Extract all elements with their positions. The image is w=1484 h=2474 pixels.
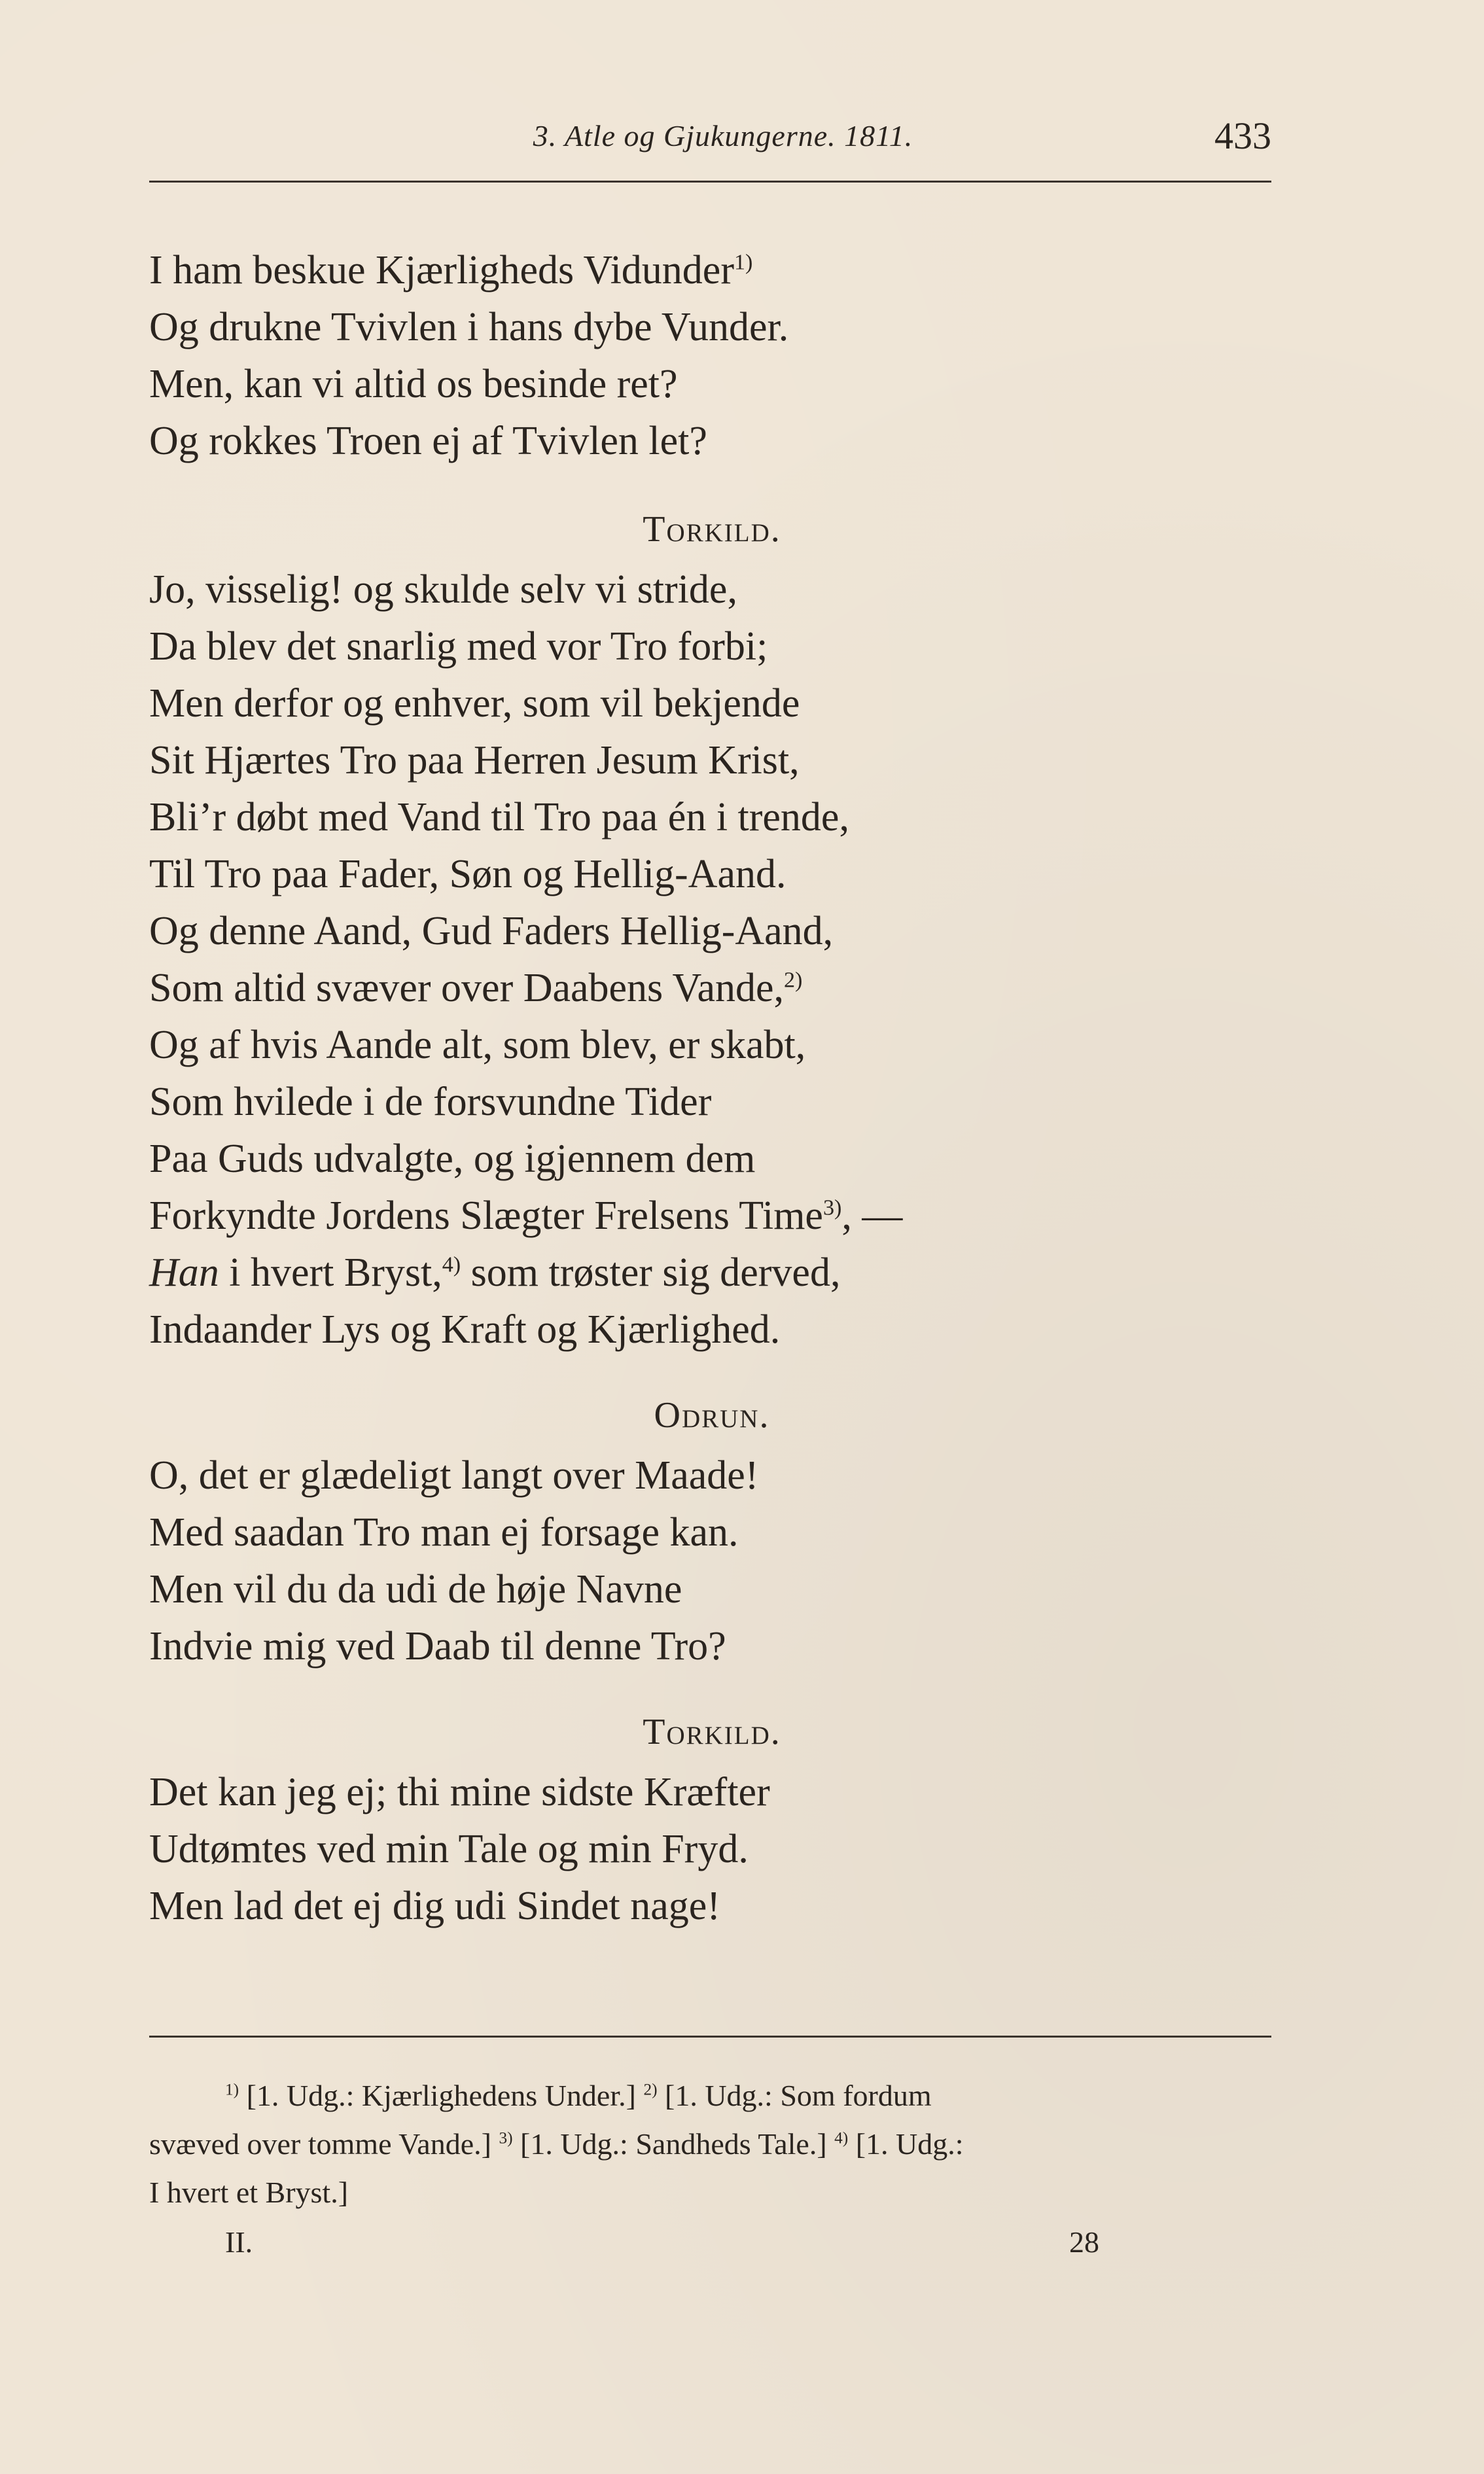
- verse-line: Men vil du da udi de høje Navne: [149, 1567, 682, 1612]
- page-header: [149, 116, 1271, 169]
- verse-line: I ham beskue Kjærligheds Vidunder$^{1)}$: [149, 248, 753, 292]
- verse-line: O, det er glædeligt langt over Maade!: [149, 1453, 759, 1498]
- volume-mark: II.: [225, 2225, 253, 2259]
- verse-line: Forkyndte Jordens Slægter Frelsens Time$^{3)}$, —: [149, 1193, 903, 1238]
- verse-line: Paa Guds udvalgte, og igjennem dem: [149, 1137, 756, 1181]
- verse-line: Men, kan vi altid os besinde ret?: [149, 362, 678, 406]
- verse-line: Sit Hjærtes Tro paa Herren Jesum Krist,: [149, 738, 800, 783]
- verse-line: Udtømtes ved min Tale og min Fryd.: [149, 1827, 749, 1871]
- speaker-torkild: Torkild.: [643, 1712, 781, 1752]
- verse-line: Men derfor og enhver, som vil bekjende: [149, 681, 800, 726]
- emphasis-han: Han: [149, 1250, 219, 1295]
- sheet-number: 28: [1069, 2225, 1099, 2259]
- footnote-ref-1: 1): [733, 250, 753, 275]
- running-title: 3. Atle og Gjukungerne. 1811.: [533, 119, 913, 152]
- verse-line: Som hvilede i de forsvundne Tider: [149, 1080, 712, 1124]
- speaker-torkild: Torkild.: [643, 509, 781, 550]
- footnote-line: I hvert et Bryst.]: [149, 2176, 349, 2209]
- verse-line: Indaander Lys og Kraft og Kjærlighed.: [149, 1307, 781, 1352]
- verse-line: Bli’r døbt med Vand til Tro paa én i trende,: [149, 795, 849, 839]
- poem-body: [149, 242, 1275, 1935]
- verse-line: Det kan jeg ej; thi mine sidste Kræfter: [149, 1770, 770, 1814]
- verse-line: Og denne Aand, Gud Faders Hellig-Aand,: [149, 909, 834, 953]
- header-rule: [149, 181, 1271, 183]
- footnote-line: $^{1)}$ [1. Udg.: Kjærlighedens Under.] $^{2)}$ [1. Udg.: Som fordum: [225, 2079, 932, 2112]
- verse-line: Han i hvert Bryst,$^{4)}$ som trøster sig derved,: [149, 1250, 841, 1295]
- footnote-rule: [149, 2036, 1271, 2038]
- footnote-ref-2: 2): [784, 968, 803, 993]
- verse-line: Indvie mig ved Daab til denne Tro?: [149, 1624, 726, 1669]
- verse-line: Til Tro paa Fader, Søn og Hellig-Aand.: [149, 852, 786, 896]
- footnotes: [149, 2072, 1275, 2217]
- verse-line: Og rokkes Troen ej af Tvivlen let?: [149, 419, 707, 463]
- verse-line: Med saadan Tro man ej forsage kan.: [149, 1510, 739, 1555]
- page-number: 433: [1214, 115, 1271, 157]
- verse-line: Som altid svæver over Daabens Vande,$^{2)}$: [149, 966, 803, 1010]
- speaker-odrun: Odrun.: [654, 1395, 770, 1436]
- verse-line: Og drukne Tvivlen i hans dybe Vunder.: [149, 305, 789, 349]
- verse-line: Men lad det ej dig udi Sindet nage!: [149, 1884, 720, 1928]
- verse-line: Og af hvis Aande alt, som blev, er skabt,: [149, 1023, 806, 1067]
- footnote-ref-3: 3): [822, 1195, 842, 1220]
- footnote-ref-4: 4): [442, 1252, 461, 1277]
- verse-line: Jo, visselig! og skulde selv vi stride,: [149, 567, 737, 612]
- footnote-line: svæved over tomme Vande.] $^{3)}$ [1. Udg.: Sandheds Tale.] $^{4)}$ [1. Udg.:: [149, 2127, 964, 2161]
- verse-line: Da blev det snarlig med vor Tro forbi;: [149, 624, 768, 669]
